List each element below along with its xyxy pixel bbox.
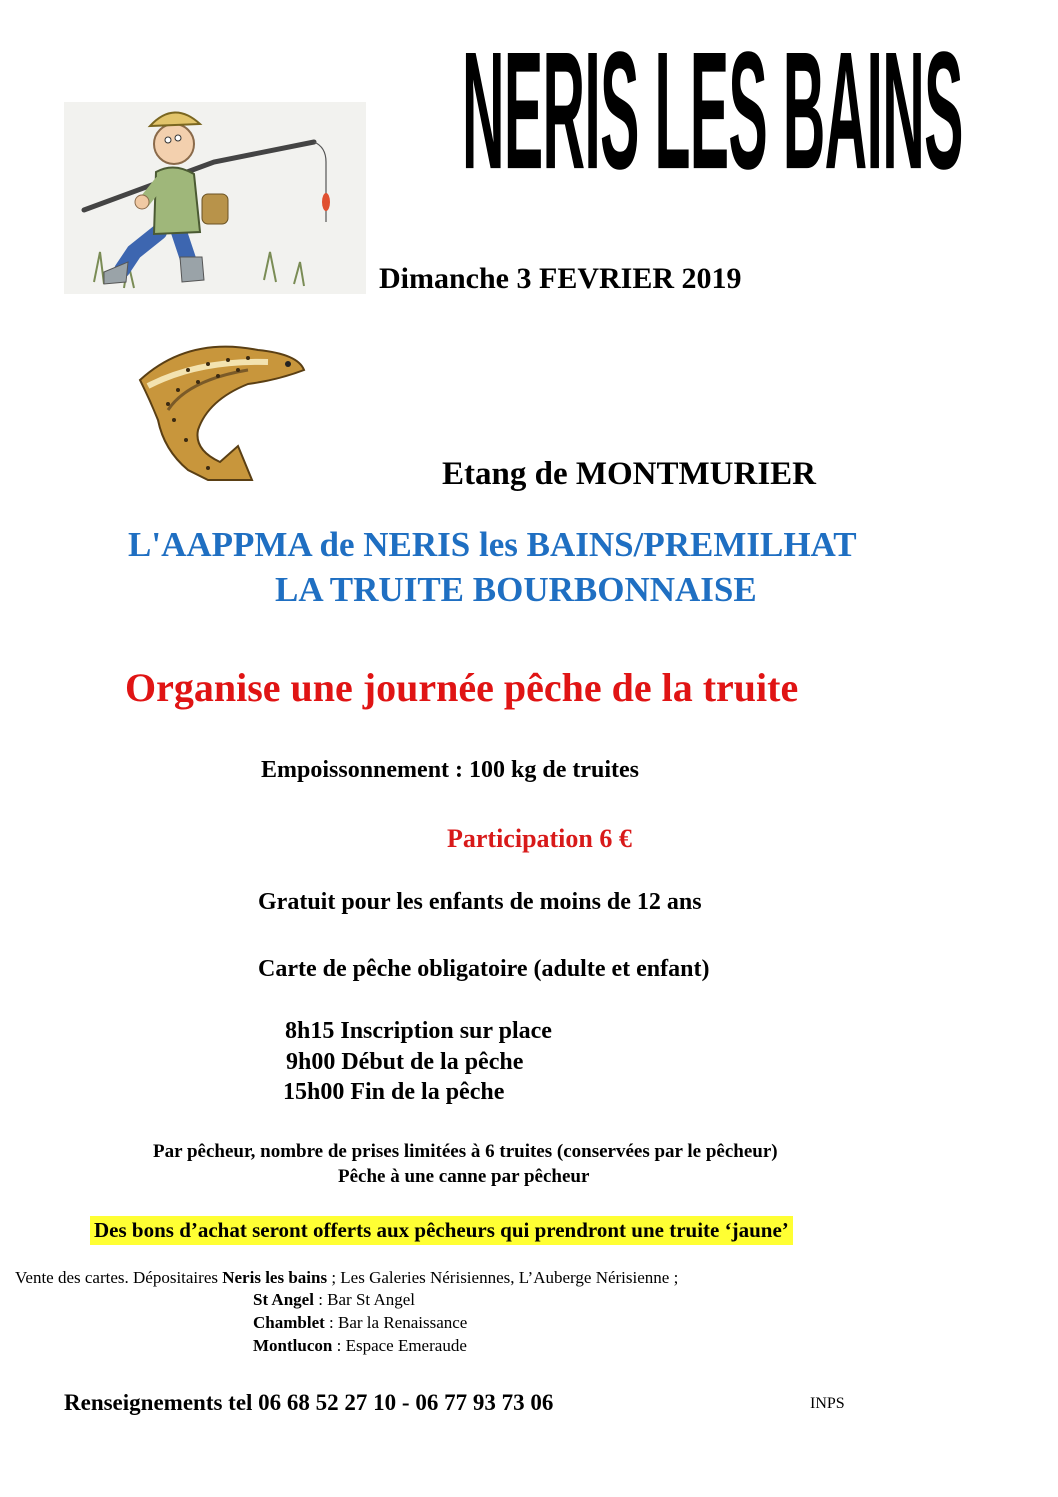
depot-shops: : Bar St Angel — [313, 1290, 415, 1309]
stocking-info: Empoissonnement : 100 kg de truites — [261, 757, 640, 783]
poster-title-text: NERIS LES BAINS — [462, 18, 963, 205]
headline: Organise une journée pêche de la truite — [125, 665, 799, 710]
schedule-item: 9h00 Début de la pêche — [286, 1049, 524, 1075]
depot-line — [253, 1313, 467, 1333]
trout-illustration — [128, 340, 310, 490]
sales-intro: Vente des cartes. Dépositaires — [15, 1268, 223, 1287]
schedule-item: 15h00 Fin de la pêche — [283, 1079, 505, 1105]
document-code: INPS — [810, 1395, 845, 1412]
free-children-info: Gratuit pour les enfants de moins de 12 ans — [258, 889, 702, 915]
participation-fee: Participation 6 € — [447, 824, 632, 853]
organizer-line-2: LA TRUITE BOURBONNAISE — [275, 570, 757, 609]
organizer-line-1: L'AAPPMA de NERIS les BAINS/PREMILHAT — [128, 525, 857, 564]
event-date: Dimanche 3 FEVRIER 2019 — [379, 262, 742, 295]
depot-line — [253, 1290, 415, 1310]
fisherman-illustration — [64, 102, 366, 294]
depot-shops: : Bar la Renaissance — [324, 1313, 468, 1332]
depot-shops: ; Les Galeries Nérisiennes, L’Auberge Nérisienne ; — [327, 1268, 679, 1287]
depot-line — [253, 1336, 467, 1356]
depot-place: Neris les bains — [222, 1268, 328, 1287]
schedule-item: 8h15 Inscription sur place — [285, 1018, 552, 1044]
permit-info: Carte de pêche obligatoire (adulte et enfant) — [258, 956, 710, 982]
depot-place: Montlucon — [253, 1336, 333, 1355]
rod-rule: Pêche à une canne par pêcheur — [338, 1166, 590, 1187]
catch-limit-rule: Par pêcheur, nombre de prises limitées à 6 truites (conservées par le pêcheur) — [153, 1141, 778, 1162]
contact-info: Renseignements tel 06 68 52 27 10 - 06 77 93 73 06 — [64, 1390, 554, 1415]
sales-line — [15, 1268, 678, 1288]
depot-shops: : Espace Emeraude — [332, 1336, 467, 1355]
poster-title — [462, 18, 963, 205]
venue: Etang de MONTMURIER — [442, 456, 817, 492]
depot-place: Chamblet — [253, 1313, 325, 1332]
depot-place: St Angel — [253, 1290, 314, 1309]
bonus-announcement: Des bons d’achat seront offerts aux pêcheurs qui prendront une truite ‘jaune’ — [90, 1216, 793, 1245]
